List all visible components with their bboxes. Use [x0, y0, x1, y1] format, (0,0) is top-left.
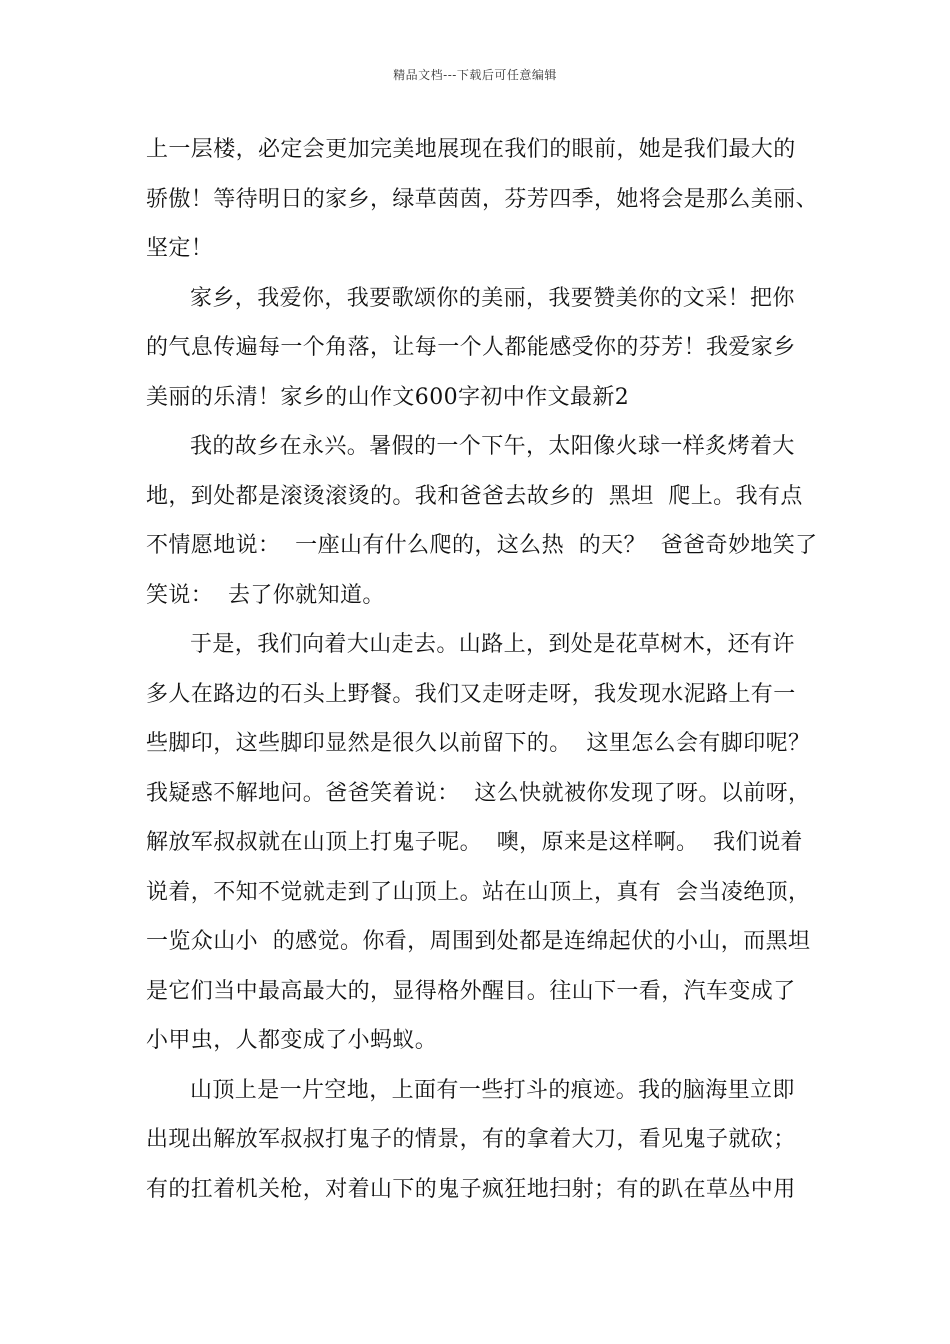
document-body	[146, 130, 826, 1219]
text-line: 多人在路边的石头上野餐。我们又走呀走呀，我发现水泥路上有一	[146, 681, 796, 707]
text-line: 不情愿地说： 一座山有什么爬的，这么热 的天？ 爸爸奇妙地笑了	[146, 533, 818, 558]
text-line: 骄傲！等待明日的家乡，绿草茵茵，芬芳四季，她将会是那么美丽、	[146, 186, 819, 212]
text-line: 的气息传遍每一个角落，让每一个人都能感受你的芬芳！我爱家乡	[146, 335, 796, 360]
text-line: 小甲虫，人都变成了小蚂蚁。	[146, 1028, 438, 1053]
paragraph-2	[146, 279, 826, 428]
text-line: 说着，不知不觉就走到了山顶上。站在山顶上，真有 会当凌绝顶，	[146, 879, 811, 905]
paragraph-3	[146, 427, 826, 625]
text-line: 我疑惑不解地问。爸爸笑着说： 这么快就被你发现了呀。以前呀，	[146, 780, 811, 806]
text-line: 解放军叔叔就在山顶上打鬼子呢。 噢，原来是这样啊。 我们说着	[146, 830, 803, 855]
text-line: 笑说： 去了你就知道。	[146, 582, 385, 608]
text-line: 家乡，我爱你，我要歌颂你的美丽，我要赞美你的文采！把你	[190, 285, 795, 311]
page-header: 精品文档---下载后可任意编辑	[393, 68, 557, 82]
paragraph-1	[146, 130, 826, 279]
text-line: 于是，我们向着大山走去。山路上，到处是花草树木，还有许	[190, 632, 795, 657]
text-line: 坚定！	[146, 236, 214, 261]
text-line: 我的故乡在永兴。暑假的一个下午，太阳像火球一样炙烤着大	[190, 434, 795, 459]
text-line: 山顶上是一片空地，上面有一些打斗的痕迹。我的脑海里立即	[190, 1077, 795, 1103]
text-line: 美丽的乐清！家乡的山作文600字初中作文最新2	[146, 384, 630, 410]
text-line: 些脚印，这些脚印显然是很久以前留下的。 这里怎么会有脚印呢？	[146, 731, 811, 756]
text-line: 是它们当中最高最大的，显得格外醒目。往山下一看，汽车变成了	[146, 978, 796, 1004]
text-line: 上一层楼，必定会更加完美地展现在我们的眼前，她是我们最大的	[146, 137, 796, 162]
text-line: 出现出解放军叔叔打鬼子的情景，有的拿着大刀，看见鬼子就砍；	[146, 1127, 796, 1152]
text-line: 有的扛着机关枪，对着山下的鬼子疯狂地扫射；有的趴在草丛中用	[146, 1176, 796, 1202]
text-line: 地，到处都是滚烫滚烫的。我和爸爸去故乡的 黑坦 爬上。我有点	[146, 483, 803, 509]
text-line: 一览众山小 的感觉。你看，周围到处都是连绵起伏的小山，而黑坦	[146, 929, 811, 954]
paragraph-4	[146, 625, 826, 1071]
paragraph-5	[146, 1071, 826, 1220]
